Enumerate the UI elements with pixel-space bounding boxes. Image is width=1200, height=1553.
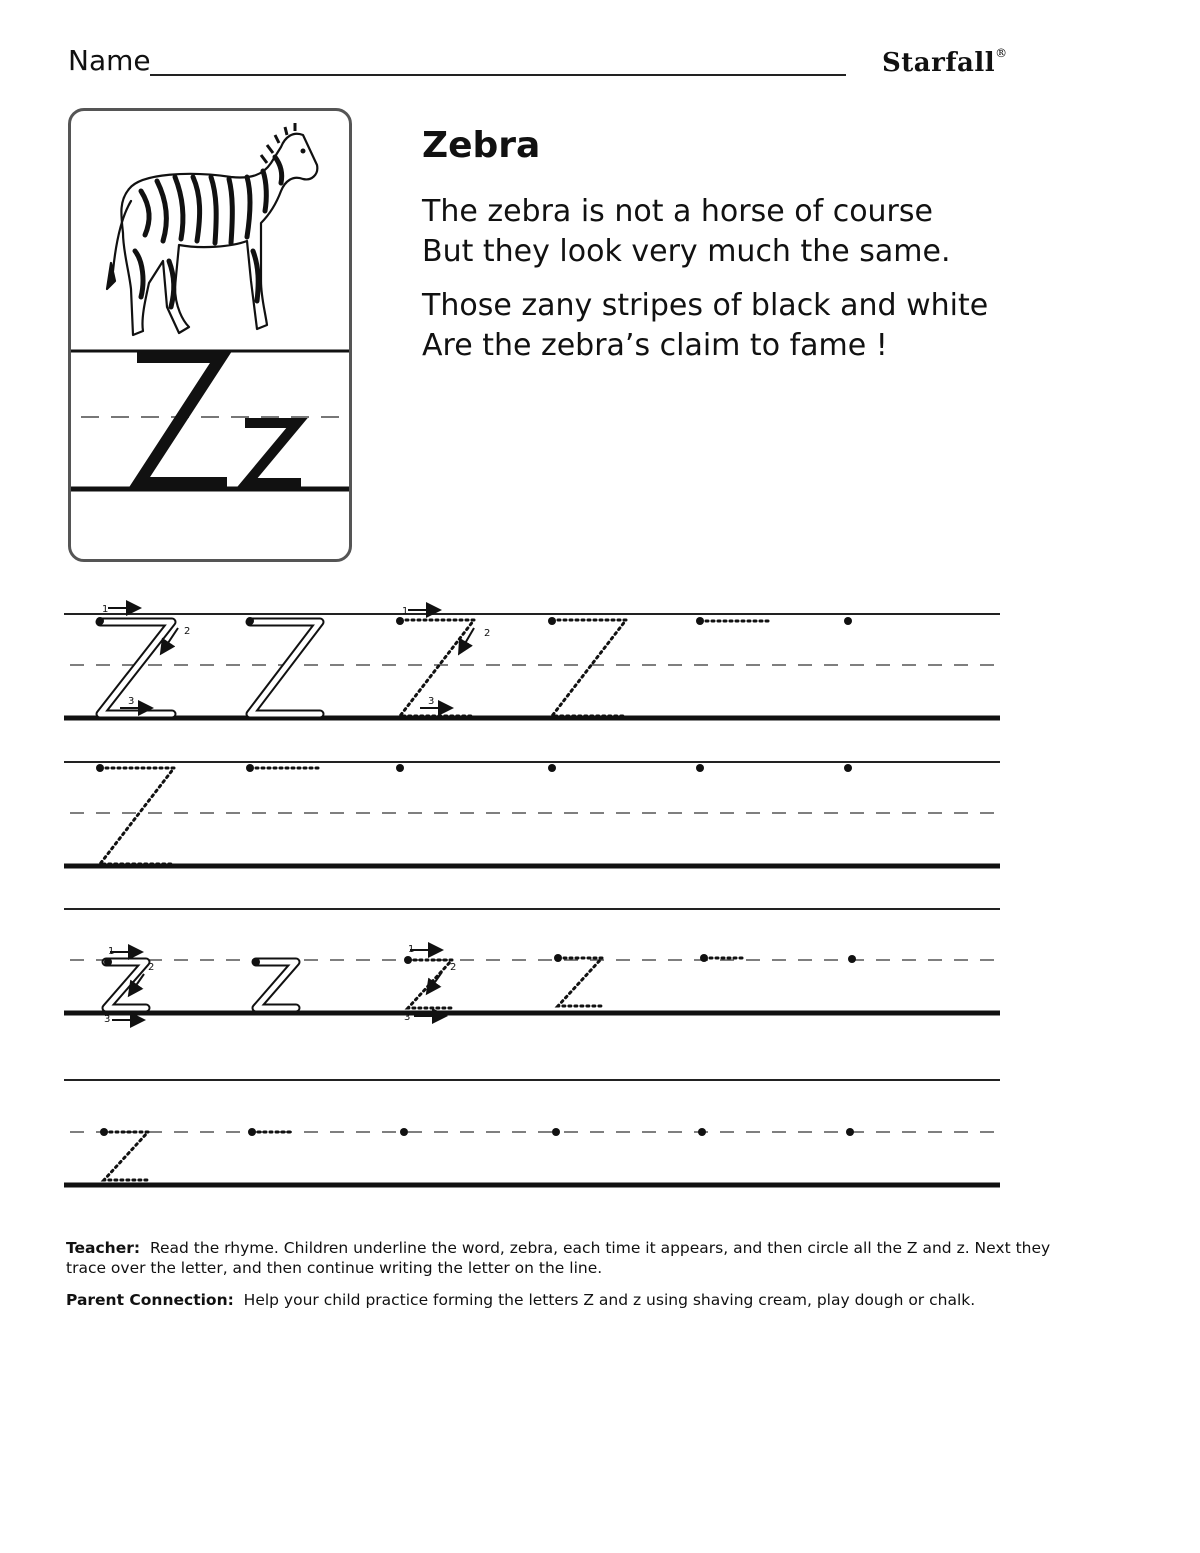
start-dot (96, 764, 104, 772)
poem-stanza-1 (422, 192, 1062, 272)
dotted-upper-z (552, 620, 626, 716)
start-dot (552, 1128, 560, 1136)
start-dot (246, 764, 254, 772)
start-dot (696, 617, 704, 625)
stroke-number-2: 2 (184, 626, 191, 637)
dotted-upper-z (100, 768, 174, 864)
card-upper-letter (137, 357, 227, 483)
parent-label: Parent Connection: (66, 1291, 234, 1309)
name-line[interactable] (150, 74, 846, 76)
direction-arrow (428, 972, 442, 992)
stroke-number-1: 1 (108, 946, 115, 957)
letter-card-art (71, 111, 352, 562)
start-dot (96, 617, 104, 625)
start-dot (848, 955, 856, 963)
traced-lower-z-fill (106, 962, 146, 1008)
direction-arrow (460, 628, 474, 652)
stroke-number-3: 3 (428, 696, 435, 707)
traced-upper-z-fill (100, 622, 172, 714)
poem-line: Those zany stripes of black and white (422, 287, 989, 323)
poem-line: But they look very much the same. (422, 233, 951, 269)
start-dot (404, 956, 412, 964)
stroke-number-2: 2 (148, 962, 155, 973)
dotted-upper-z (400, 620, 474, 716)
poem-stanza-2 (422, 286, 1062, 366)
teacher-label: Teacher: (66, 1239, 141, 1257)
traced-upper-z-fill (250, 622, 320, 714)
start-dot (700, 954, 708, 962)
start-dot (696, 764, 704, 772)
dotted-lower-z (104, 1132, 148, 1180)
starfall-logo (882, 48, 1008, 78)
start-dot (246, 617, 254, 625)
dotted-lower-z (408, 960, 452, 1008)
start-dot (248, 1128, 256, 1136)
teacher-note (66, 1238, 1066, 1278)
start-dot (396, 617, 404, 625)
start-dot (548, 764, 556, 772)
stroke-number-2: 2 (484, 628, 491, 639)
start-dot (252, 958, 260, 966)
handwriting-practice (0, 590, 1200, 1210)
stroke-number-1: 1 (402, 606, 409, 617)
poem-title: Zebra (422, 125, 541, 166)
stroke-number-3: 3 (128, 696, 135, 707)
poem (422, 126, 1062, 380)
start-dot (554, 954, 562, 962)
zebra-eye (301, 149, 306, 154)
start-dot (104, 958, 112, 966)
name-label: Name (68, 44, 151, 77)
start-dot (400, 1128, 408, 1136)
poem-line: Are the zebra’s claim to fame ! (422, 327, 888, 363)
zebra-icon (107, 134, 317, 335)
start-dot (100, 1128, 108, 1136)
parent-text: Help your child practice forming the letters Z and z using shaving cream, play dough or chalk. (243, 1291, 976, 1309)
start-dot (548, 617, 556, 625)
traced-lower-z-fill (256, 962, 296, 1008)
instructions (66, 1238, 1066, 1322)
card-lower-letter (245, 423, 301, 483)
poem-line: The zebra is not a horse of course (422, 193, 933, 229)
dotted-lower-z (558, 958, 602, 1006)
letter-card (68, 108, 352, 562)
stroke-number-2: 2 (450, 962, 457, 973)
start-dot (846, 1128, 854, 1136)
start-dot (396, 764, 404, 772)
start-dot (844, 764, 852, 772)
stroke-number-1: 1 (102, 604, 109, 615)
registered-mark: ® (995, 46, 1008, 61)
start-dot (698, 1128, 706, 1136)
start-dot (844, 617, 852, 625)
brand-name: Starfall (882, 48, 996, 78)
teacher-text: Read the rhyme. Children underline the word, zebra, each time it appears, and then circle all the Z and z. Next they trace over the letter, and then continue writing the letter on the line. (66, 1239, 1051, 1277)
stroke-number-1: 1 (408, 944, 415, 955)
stroke-number-3: 3 (104, 1014, 111, 1025)
parent-note (66, 1290, 1066, 1310)
stroke-number-3: 3 (404, 1012, 411, 1023)
